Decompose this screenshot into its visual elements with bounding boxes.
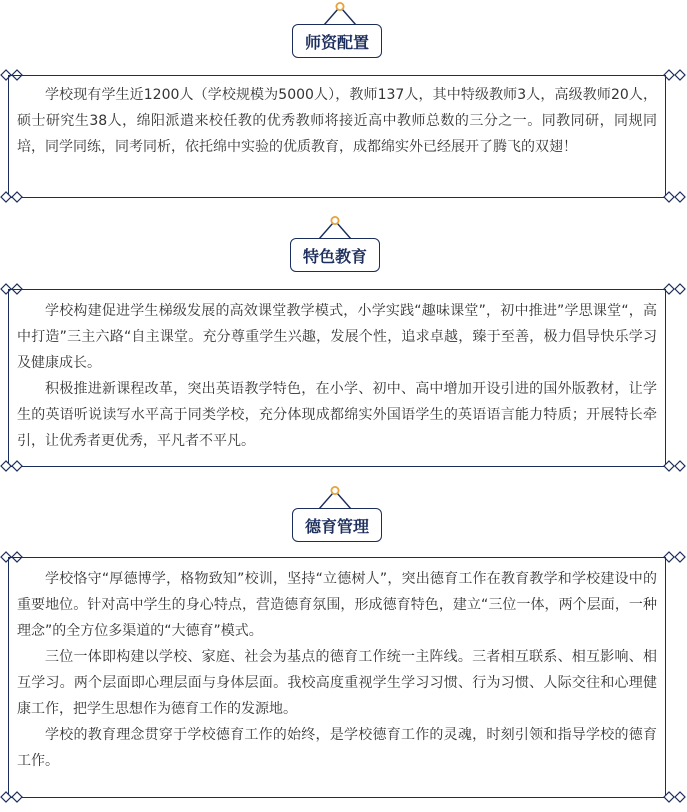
frame-bottom-line xyxy=(8,466,666,467)
corner-diamond-icon xyxy=(0,460,24,472)
tag-hanger-icon xyxy=(322,0,358,26)
section-title-text: 德育管理 xyxy=(304,516,369,536)
corner-diamond-icon xyxy=(663,69,687,81)
paragraph: 积极推进新课程改革，突出英语教学特色，在小学、初中、高中增加开设引进的国外版教材，让学生的英语听说读写水平高于同类学校，充分体现成都绵实外国语学生的英语语言能力特质；开展特长牵引，让优秀者更优秀，平凡者不平凡。 xyxy=(17,381,657,449)
corner-diamond-icon xyxy=(663,283,687,295)
corner-diamond-icon xyxy=(663,191,687,203)
section-panel-features xyxy=(8,289,666,467)
section-title-faculty xyxy=(292,24,382,58)
tag-hanger-icon xyxy=(317,214,353,240)
frame-bottom-line xyxy=(8,797,666,798)
paragraph: 三位一体即构建以学校、家庭、社会为基点的德育工作统一主阵线。三者相互联系、相互影响、相互学习。两个层面即心理层面与身体层面。我校高度重视学生学习习惯、行为习惯、人际交往和心理健康工作，把学生思想作为德育工作的发源地。 xyxy=(17,649,657,717)
frame-bottom-line xyxy=(8,197,666,198)
section-title-moral xyxy=(292,508,382,542)
paragraph: 学校的教育理念贯穿于学校德育工作的始终，是学校德育工作的灵魂，时刻引领和指导学校的德育工作。 xyxy=(17,727,657,769)
corner-diamond-icon xyxy=(0,791,24,803)
corner-diamond-icon xyxy=(663,791,687,803)
paragraph: 学校现有学生近1200人（学校规模为5000人），教师137人，其中特级教师3人，高级教师20人，硕士研究生38人，绵阳派遣来校任教的优秀教师将接近高中教师总数的三分之一。同教同研，同规同培，同学同练，同考同析，依托绵中实验的优质教育，成都绵实外已经展开了腾飞的双翅！ xyxy=(17,87,657,155)
section-title-text: 特色教育 xyxy=(302,246,367,266)
section-title-text: 师资配置 xyxy=(304,32,369,52)
corner-diamond-icon xyxy=(663,551,687,563)
corner-diamond-icon xyxy=(0,191,24,203)
corner-diamond-icon xyxy=(663,460,687,472)
section-panel-moral xyxy=(8,557,666,798)
paragraph: 学校构建促进学生梯级发展的高效课堂教学模式，小学实践“趣味课堂”，初中推进”学思课堂“，高中打造”三主六路“自主课堂。充分尊重学生兴趣，发展个性，追求卓越，臻于至善，极力倡导快乐学习及健康成长。 xyxy=(17,303,657,371)
paragraph: 学校恪守“厚德博学，格物致知”校训，坚持“立德树人”，突出德育工作在教育教学和学校建设中的重要地位。针对高中学生的身心特点，营造德育氛围，形成德育特色，建立“三位一体，两个层面，一种理念”的全方位多渠道的“大德育”模式。 xyxy=(17,571,657,639)
section-panel-faculty xyxy=(8,75,666,198)
section-title-features xyxy=(290,238,380,272)
tag-hanger-icon xyxy=(317,484,353,510)
